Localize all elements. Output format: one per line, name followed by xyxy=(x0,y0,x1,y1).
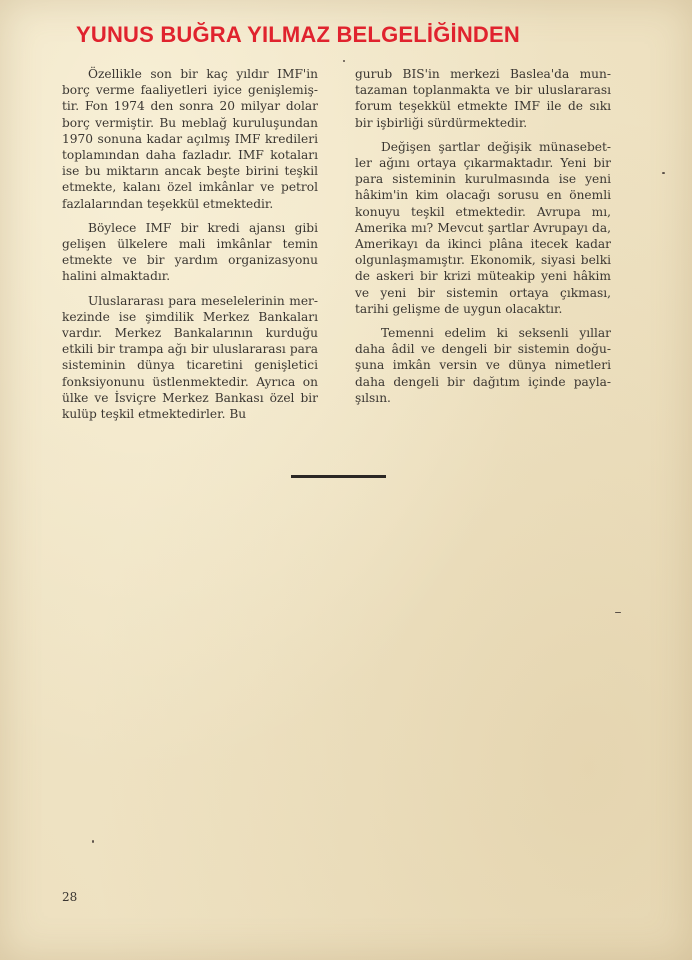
left-paragraph-1: Özellikle son bir kaç yıldır IMF'in borç verme faaliyetleri iyice genişlemiştir. Fon 1974 den sonra 20 milyar dolar borç vermiştir. Bu meblağ kuruluşundan 1970 sonuna kadar açılmış IMF kredileri toplamından daha fazladır. IMF kotaları ise bu miktarın ancak beşte birini teşkil etmekte, kalanı özel imkânlar ve petrol fazlalarından teşekkül etmektedir. xyxy=(62,67,318,211)
paper-speck xyxy=(343,60,345,62)
right-text-column xyxy=(355,66,611,414)
paper-speck xyxy=(662,172,665,174)
right-paragraph-3: Temenni edelim ki seksenli yıllar daha âdil ve dengeli bir sistemin doğuşuna imkân versin ve dünya nimetleri daha dengeli bir dağıtım içinde paylaşılsın. xyxy=(355,326,611,405)
right-paragraph-2: Değişen şartlar değişik münasebetler ağını ortaya çıkarmaktadır. Yeni bir para sisteminin kurulmasında ise yeni hâkim'in kim olacağı sorusu en önemli konuyu teşkil etmektedir. Avrupa mı, Amerika mı? Mevcut şartlar Avrupayı da, Amerikayı da ikinci plâna itecek kadar olgunlaşmamıştır. Ekonomik, siyasi belki de askeri bir krizi müteakip yeni hâkim ve yeni bir sistemin ortaya çıkması, tarihi gelişme de uygun olacaktır. xyxy=(355,139,611,316)
left-text-column xyxy=(62,66,318,430)
section-end-rule xyxy=(291,475,386,478)
paper-speck xyxy=(615,612,621,613)
left-paragraph-2: Böylece IMF bir kredi ajansı gibi gelişen ülkelere mali imkânlar temin etmekte ve bir yardım organizasyonu halini almaktadır. xyxy=(62,220,318,284)
left-paragraph-3: Uluslararası para meselelerinin merkezinde ise şimdilik Merkez Bankaları vardır. Merkez Bankalarının kurduğu etkili bir trampa ağı bir uluslararası para sisteminin dünya ticaretini genişletici fonksiyonunu üstlenmektedir. Ayrıca on ülke ve İsviçre Merkez Bankası özel bir kulüp teşkil etmektedirler. Bu xyxy=(62,293,318,422)
paper-speck xyxy=(92,840,94,843)
right-paragraph-1: gurub BIS'in merkezi Baslea'da muntazaman toplanmakta ve bir uluslararası forum teşekkül etmekte IMF ile de sıkı bir işbirliği sürdürmektedir. xyxy=(355,67,611,130)
watermark-title: YUNUS BUĞRA YILMAZ BELGELİĞİNDEN xyxy=(76,22,520,47)
page-number: 28 xyxy=(62,890,78,904)
